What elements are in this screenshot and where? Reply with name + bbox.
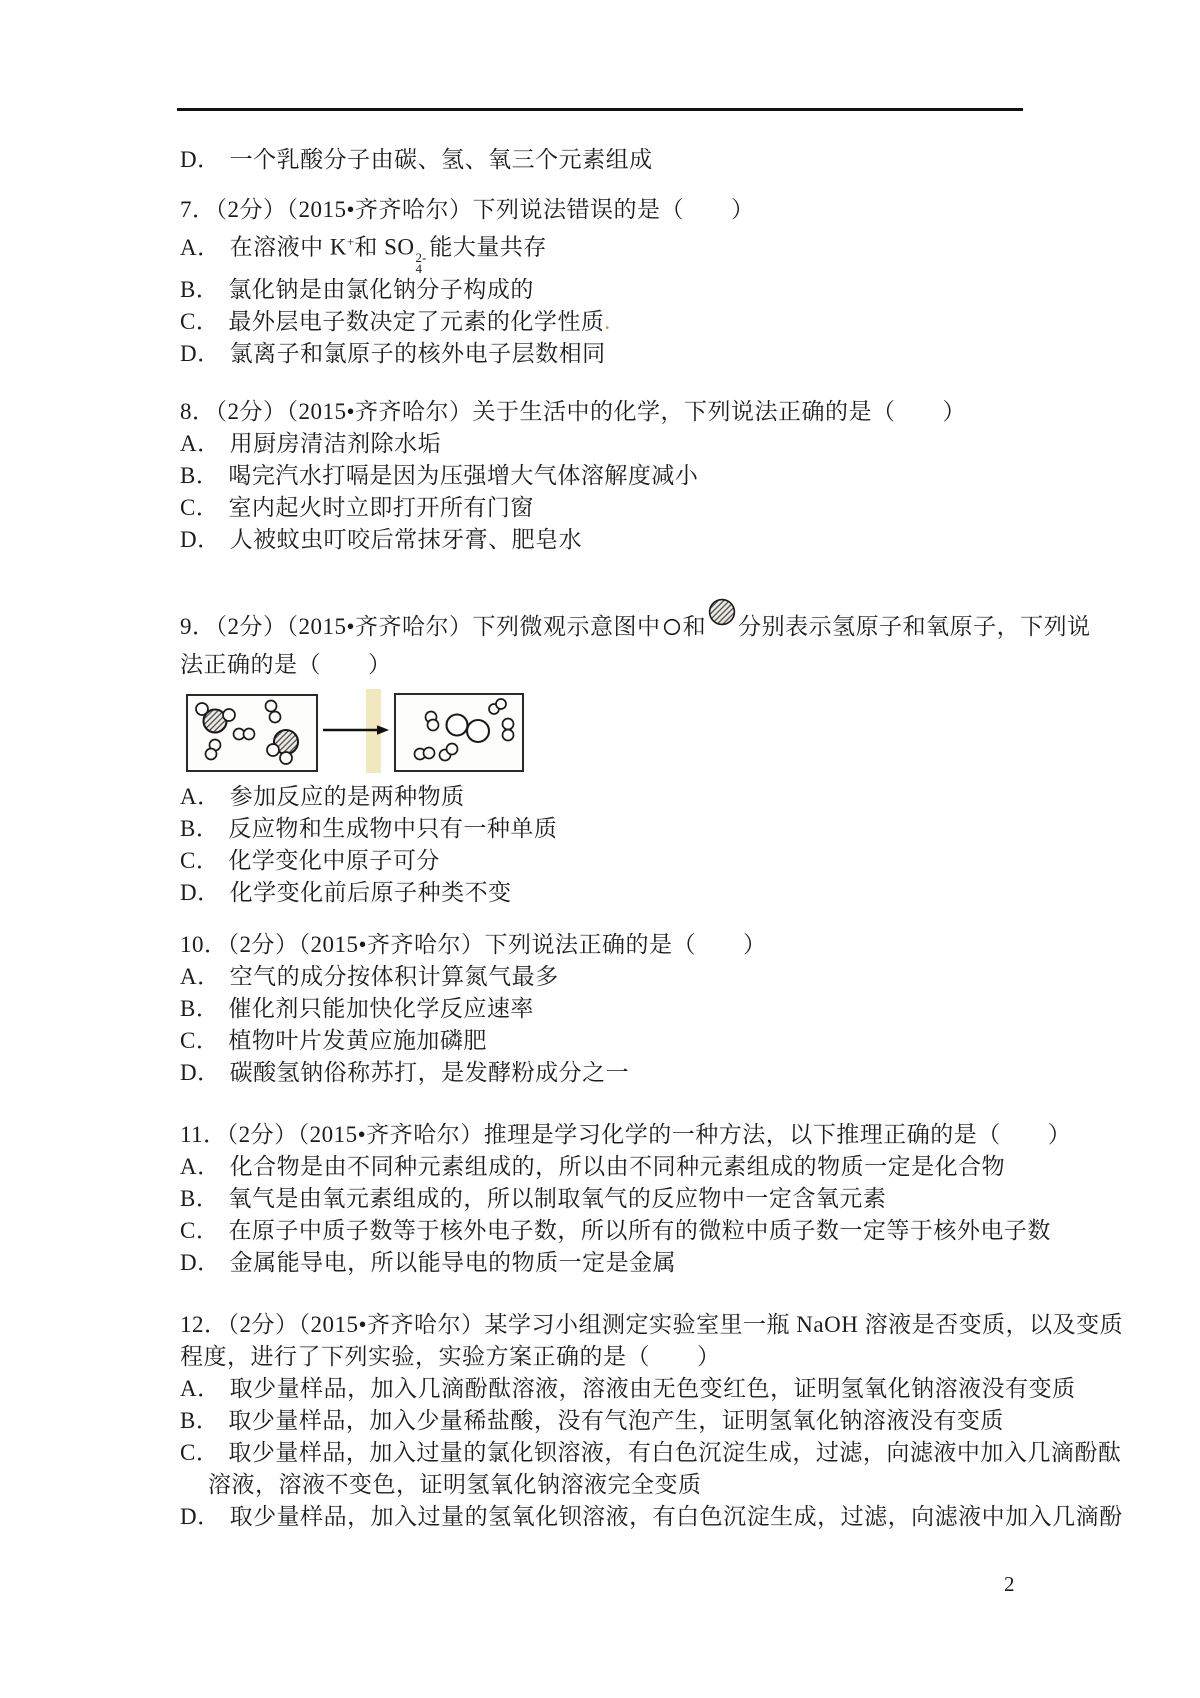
option-label: C． bbox=[180, 308, 220, 334]
option-text: 空气的成分按体积计算氮气最多 bbox=[229, 964, 559, 989]
reaction-diagram bbox=[185, 689, 525, 773]
sulfate-formula-stack bbox=[415, 249, 427, 276]
option-text: 用厨房清洁剂除水垢 bbox=[229, 431, 442, 456]
reaction-arrow-icon bbox=[323, 725, 389, 735]
option-text: 和 SO bbox=[354, 234, 415, 260]
option-text: 碳酸氢钠俗称苏打，是发酵粉成分之一 bbox=[229, 1060, 630, 1085]
question-stem: 11．（2分）（2015•齐齐哈尔）推理是学习化学的一种方法，以下推理正确的是（ ） bbox=[180, 1122, 1072, 1147]
option-text: 一个乳酸分子由碳、氢、氧三个元素组成 bbox=[229, 147, 653, 172]
option-text: 在溶液中 K bbox=[229, 234, 347, 260]
oxygen-atom-icon bbox=[708, 598, 736, 626]
option-label: C． bbox=[180, 1218, 220, 1243]
hydrogen-atom-icon bbox=[663, 618, 681, 636]
option-label: A． bbox=[180, 1154, 221, 1179]
option-label: B． bbox=[180, 463, 220, 488]
question-7 bbox=[180, 194, 1080, 370]
option-text: 取少量样品，加入过量的氯化钡溶液，有白色沉淀生成，过滤，向滤液中加入几滴酚酞 bbox=[228, 1440, 1122, 1465]
stem-text: 和 bbox=[682, 614, 707, 639]
question-12 bbox=[180, 1309, 1124, 1533]
question-stem: 8．（2分）（2015•齐齐哈尔）关于生活中的化学，下列说法正确的是（ ） bbox=[180, 399, 967, 424]
stem-text: 分别表示氢原子和氧原子，下列说 bbox=[738, 614, 1091, 639]
option-line bbox=[180, 1151, 1080, 1183]
option-label: B． bbox=[180, 1186, 220, 1211]
option-line bbox=[180, 492, 1080, 524]
option-label: C． bbox=[180, 1440, 220, 1465]
option-text: 取少量样品，加入几滴酚酞溶液，溶液由无色变红色，证明氢氧化钠溶液没有变质 bbox=[229, 1376, 1076, 1401]
option-line bbox=[180, 961, 1080, 993]
option-label: A． bbox=[180, 234, 221, 260]
option-text: 喝完汽水打嗝是因为压强增大气体溶解度减小 bbox=[228, 463, 699, 488]
option-line bbox=[180, 993, 1080, 1025]
option-line bbox=[180, 1501, 1123, 1533]
option-line bbox=[180, 781, 1080, 813]
option-text: 催化剂只能加快化学反应速率 bbox=[228, 996, 534, 1021]
option-line bbox=[180, 524, 1080, 556]
option-line bbox=[180, 1437, 1122, 1469]
stem-text: 9．（2分）（2015•齐齐哈尔）下列微观示意图中 bbox=[180, 614, 661, 639]
option-line bbox=[180, 1405, 1080, 1437]
option-text: 氧气是由氧元素组成的，所以制取氧气的反应物中一定含氧元素 bbox=[228, 1186, 887, 1211]
option-text: 取少量样品，加入少量稀盐酸，没有气泡产生，证明氢氧化钠溶液没有变质 bbox=[228, 1408, 1004, 1433]
question-stem-line2: 程度，进行了下列实验，实验方案正确的是（ ） bbox=[180, 1344, 721, 1369]
option-label: A． bbox=[180, 784, 221, 809]
option-label: B． bbox=[180, 1408, 220, 1433]
option-label: B． bbox=[180, 996, 220, 1021]
option-label: B． bbox=[180, 276, 220, 302]
option-label: D． bbox=[180, 1504, 221, 1529]
option-label: A． bbox=[180, 431, 221, 456]
option-label: C． bbox=[180, 1028, 220, 1053]
question-stem bbox=[180, 598, 1091, 649]
option-line bbox=[180, 1373, 1080, 1405]
header-divider-rule bbox=[177, 108, 1023, 111]
option-line-continuation: 溶液，溶液不变色，证明氢氧化钠溶液完全变质 bbox=[208, 1472, 702, 1497]
option-text: 金属能导电，所以能导电的物质一定是金属 bbox=[229, 1250, 677, 1275]
option-label: B． bbox=[180, 816, 220, 841]
option-text: 反应物和生成物中只有一种单质 bbox=[228, 816, 558, 841]
question-9 bbox=[180, 598, 1091, 909]
option-label: D． bbox=[180, 147, 221, 172]
question-stem: 10．（2分）（2015•齐齐哈尔）下列说法正确的是（ ） bbox=[180, 932, 767, 957]
option-text: 取少量样品，加入过量的氢氧化钡溶液，有白色沉淀生成，过滤，向滤液中加入几滴酚 bbox=[229, 1504, 1123, 1529]
option-line bbox=[180, 428, 1080, 460]
option-label: D． bbox=[180, 1060, 221, 1085]
option-text: 参加反应的是两种物质 bbox=[229, 784, 465, 809]
option-text: 化合物是由不同种元素组成的，所以由不同种元素组成的物质一定是化合物 bbox=[229, 1154, 1006, 1179]
option-text: 最外层电子数决定了元素的化学性质 bbox=[228, 308, 605, 334]
sulfate-charge: 2- bbox=[415, 249, 427, 265]
question-stem-line2: 法正确的是（ ） bbox=[180, 652, 392, 677]
option-line bbox=[180, 1215, 1080, 1247]
option-line bbox=[180, 1183, 1080, 1215]
option-label: D． bbox=[180, 1250, 221, 1275]
potassium-charge-superscript: + bbox=[347, 234, 355, 249]
option-text: 化学变化前后原子种类不变 bbox=[229, 880, 512, 905]
question-8 bbox=[180, 396, 1080, 556]
option-line bbox=[180, 306, 1080, 338]
option-text: 氯离子和氯原子的核外电子层数相同 bbox=[229, 340, 606, 366]
option-text: 氯化钠是由氯化钠分子构成的 bbox=[228, 276, 534, 302]
option-text: 在原子中质子数等于核外电子数，所以所有的微粒中质子数一定等于核外电子数 bbox=[228, 1218, 1051, 1243]
option-line bbox=[180, 877, 1080, 909]
sulfate-subscript: 4 bbox=[415, 260, 422, 276]
option-label: C． bbox=[180, 848, 220, 873]
option-label: C． bbox=[180, 495, 220, 520]
option-line bbox=[180, 226, 1080, 274]
option-label: D． bbox=[180, 527, 221, 552]
option-line bbox=[180, 144, 1080, 176]
highlight-period-mark: . bbox=[604, 308, 611, 334]
option-label: D． bbox=[180, 340, 221, 366]
option-line bbox=[180, 274, 1080, 306]
option-line bbox=[180, 338, 1080, 370]
option-text: 化学变化中原子可分 bbox=[228, 848, 440, 873]
question-11 bbox=[180, 1119, 1080, 1279]
option-line bbox=[180, 460, 1080, 492]
option-label: A． bbox=[180, 964, 221, 989]
option-line bbox=[180, 813, 1080, 845]
option-text: 植物叶片发黄应施加磷肥 bbox=[228, 1028, 487, 1053]
option-line bbox=[180, 1025, 1080, 1057]
question-stem: 7．（2分）（2015•齐齐哈尔）下列说法错误的是（ ） bbox=[180, 197, 755, 222]
question-10 bbox=[180, 929, 1080, 1089]
option-label: A． bbox=[180, 1376, 221, 1401]
question-stem: 12．（2分）（2015•齐齐哈尔）某学习小组测定实验室里一瓶 NaOH 溶液是否变质，以及变质 bbox=[180, 1312, 1124, 1337]
option-label: D． bbox=[180, 880, 221, 905]
option-text: 人被蚊虫叮咬后常抹牙膏、肥皂水 bbox=[229, 527, 583, 552]
option-line bbox=[180, 845, 1080, 877]
option-line bbox=[180, 1247, 1080, 1279]
question-6-continuation bbox=[180, 144, 1080, 176]
option-text: 能大量共存 bbox=[429, 234, 547, 260]
page-number: 2 bbox=[1004, 1572, 1015, 1596]
option-text: 室内起火时立即打开所有门窗 bbox=[228, 495, 534, 520]
option-line bbox=[180, 1057, 1080, 1089]
